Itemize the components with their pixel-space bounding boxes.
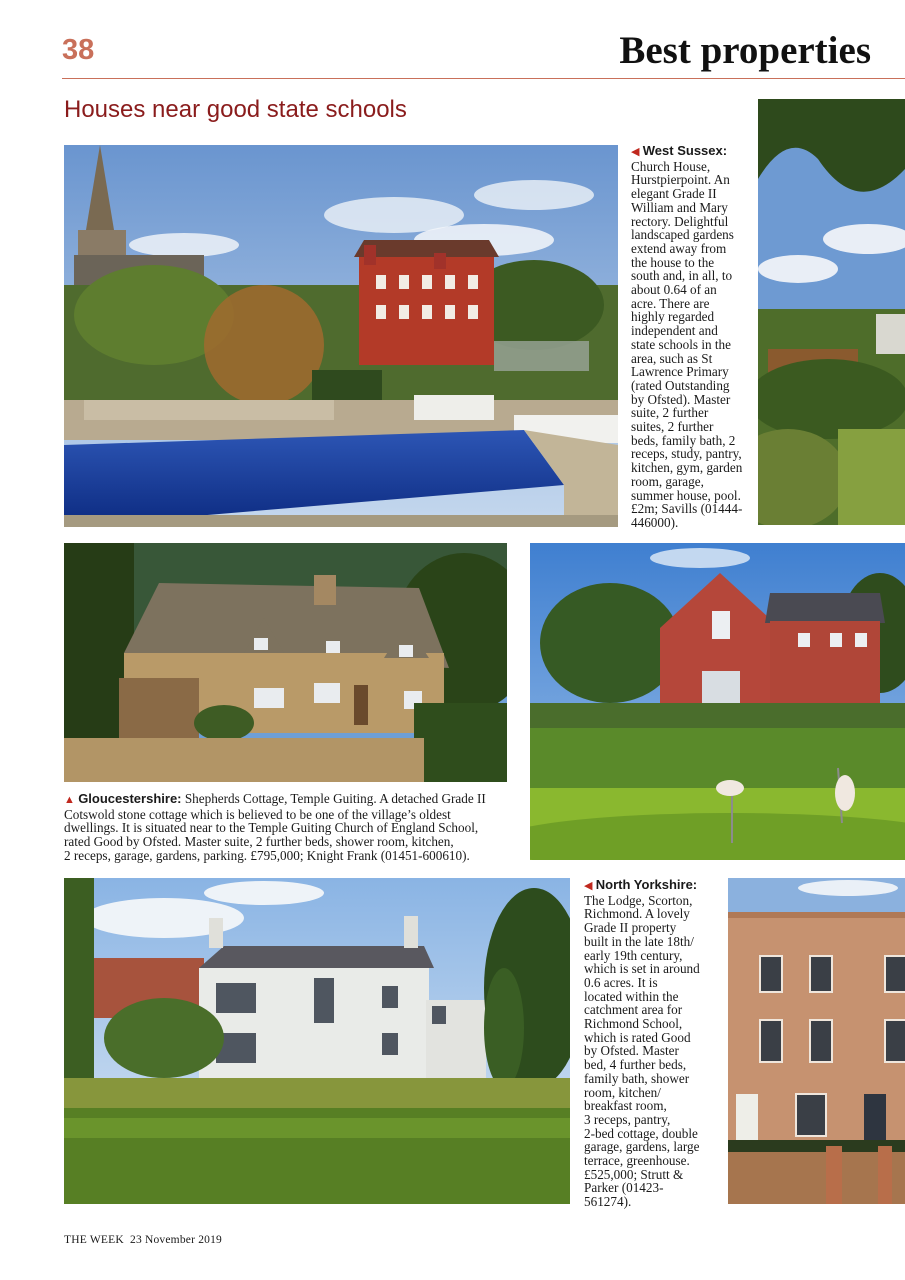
listing-line: by Ofsted. Master	[584, 1043, 679, 1059]
listing-line: area, such as St	[631, 350, 713, 366]
listing-line: summer house, pool.	[631, 487, 741, 503]
listing-line: room, kitchen/	[584, 1084, 661, 1100]
listing-line: extend away from	[631, 240, 727, 256]
listing-line: family bath, shower	[584, 1070, 690, 1086]
listing-line: William and Mary	[631, 199, 728, 215]
publication-name: THE WEEK	[64, 1234, 124, 1246]
listing-line: garage, gardens, large	[584, 1139, 700, 1155]
listing-line: the house to the	[631, 254, 715, 270]
listing-line: rectory. Delightful	[631, 213, 729, 229]
photo-gloucestershire	[64, 543, 507, 782]
caption-gloucestershire	[64, 792, 504, 863]
listing-line: south and, in all, to	[631, 268, 733, 284]
listing-line: which is rated Good	[584, 1029, 691, 1045]
listing-line: terrace, greenhouse.	[584, 1153, 690, 1169]
listing-line: £2m; Savills (01444-	[631, 501, 743, 517]
listing-line: independent and	[631, 323, 718, 339]
arrow-up-icon: ▲	[64, 794, 75, 806]
listing-line: 446000).	[631, 514, 679, 530]
listing-line: acre. There are	[631, 295, 710, 311]
region-label: Gloucestershire:	[78, 791, 182, 806]
listing-line: rated Good by Ofsted. Master suite, 2 further beds, shower room, kitchen,	[64, 834, 454, 850]
listing-line: state schools in the	[631, 336, 731, 352]
region-label: North Yorkshire:	[595, 877, 698, 892]
header-rule	[62, 78, 905, 79]
listing-line: built in the late 18th/	[584, 933, 694, 949]
listing-line: catchment area for	[584, 1002, 683, 1018]
listing-line: The Lodge, Scorton,	[584, 892, 693, 908]
listing-line: Richmond School,	[584, 1016, 683, 1032]
listing-line: Hurstpierpoint. An	[631, 172, 730, 188]
listing-line: highly regarded	[631, 309, 715, 325]
listing-line: Lawrence Primary	[631, 364, 729, 380]
listing-line: bed, 4 further beds,	[584, 1057, 687, 1073]
region-label: West Sussex:	[642, 143, 728, 158]
listing-line: 2 receps, garage, gardens, parking. £795,000; Knight Frank (01451-600610).	[64, 847, 470, 863]
section-title: Best properties	[619, 29, 871, 72]
listing-line: Cotswold stone cottage which is believed to be one of the village’s oldest	[64, 806, 451, 822]
photo-garden-edge	[758, 99, 905, 525]
listing-line: suite, 2 further	[631, 405, 709, 421]
listing-line: kitchen, gym, garden	[631, 460, 743, 476]
listing-line: early 19th century,	[584, 947, 683, 963]
listing-line: Parker (01423-	[584, 1180, 664, 1196]
listing-line: beds, family bath, 2	[631, 432, 736, 448]
listing-line: Church House,	[631, 158, 711, 174]
listing-line: Richmond. A lovely	[584, 906, 690, 922]
arrow-left-icon: ◀	[631, 146, 640, 158]
photo-north-yorkshire	[64, 878, 570, 1204]
listing-line: 0.6 acres. It is	[584, 974, 658, 990]
listing-line: £525,000; Strutt &	[584, 1166, 684, 1182]
listing-line: 3 receps, pantry,	[584, 1111, 671, 1127]
listing-line: elegant Grade II	[631, 186, 717, 202]
photo-red-brick-house	[530, 543, 905, 860]
issue-date: 23 November 2019	[130, 1234, 222, 1246]
listing-line: about 0.64 of an	[631, 282, 717, 298]
arrow-left-icon: ◀	[584, 880, 593, 892]
listing-line: receps, study, pantry,	[631, 446, 742, 462]
listing-line: room, garage,	[631, 473, 704, 489]
caption-north-yorkshire	[584, 878, 724, 1209]
listing-line: dwellings. It is situated near to the Temple Guiting Church of England School,	[64, 820, 479, 836]
feature-heading: Houses near good state schools	[64, 96, 407, 123]
listing-line: 561274).	[584, 1194, 632, 1210]
photo-west-sussex	[64, 145, 618, 527]
listing-line: breakfast room,	[584, 1098, 667, 1114]
listing-line: landscaped gardens	[631, 227, 734, 243]
listing-line: by Ofsted). Master	[631, 391, 731, 407]
listing-line: (rated Outstanding	[631, 377, 730, 393]
caption-west-sussex	[631, 144, 753, 530]
listing-line: which is set in around	[584, 961, 700, 977]
listing-line: located within the	[584, 988, 679, 1004]
listing-line: suites, 2 further	[631, 419, 714, 435]
photo-georgian-house	[728, 878, 905, 1204]
page-number: 38	[62, 34, 95, 66]
listing-line: 2-bed cottage, double	[584, 1125, 698, 1141]
listing-line: Shepherds Cottage, Temple Guiting. A detached Grade II	[184, 791, 486, 806]
footer	[64, 1234, 222, 1246]
listing-line: Grade II property	[584, 920, 677, 936]
